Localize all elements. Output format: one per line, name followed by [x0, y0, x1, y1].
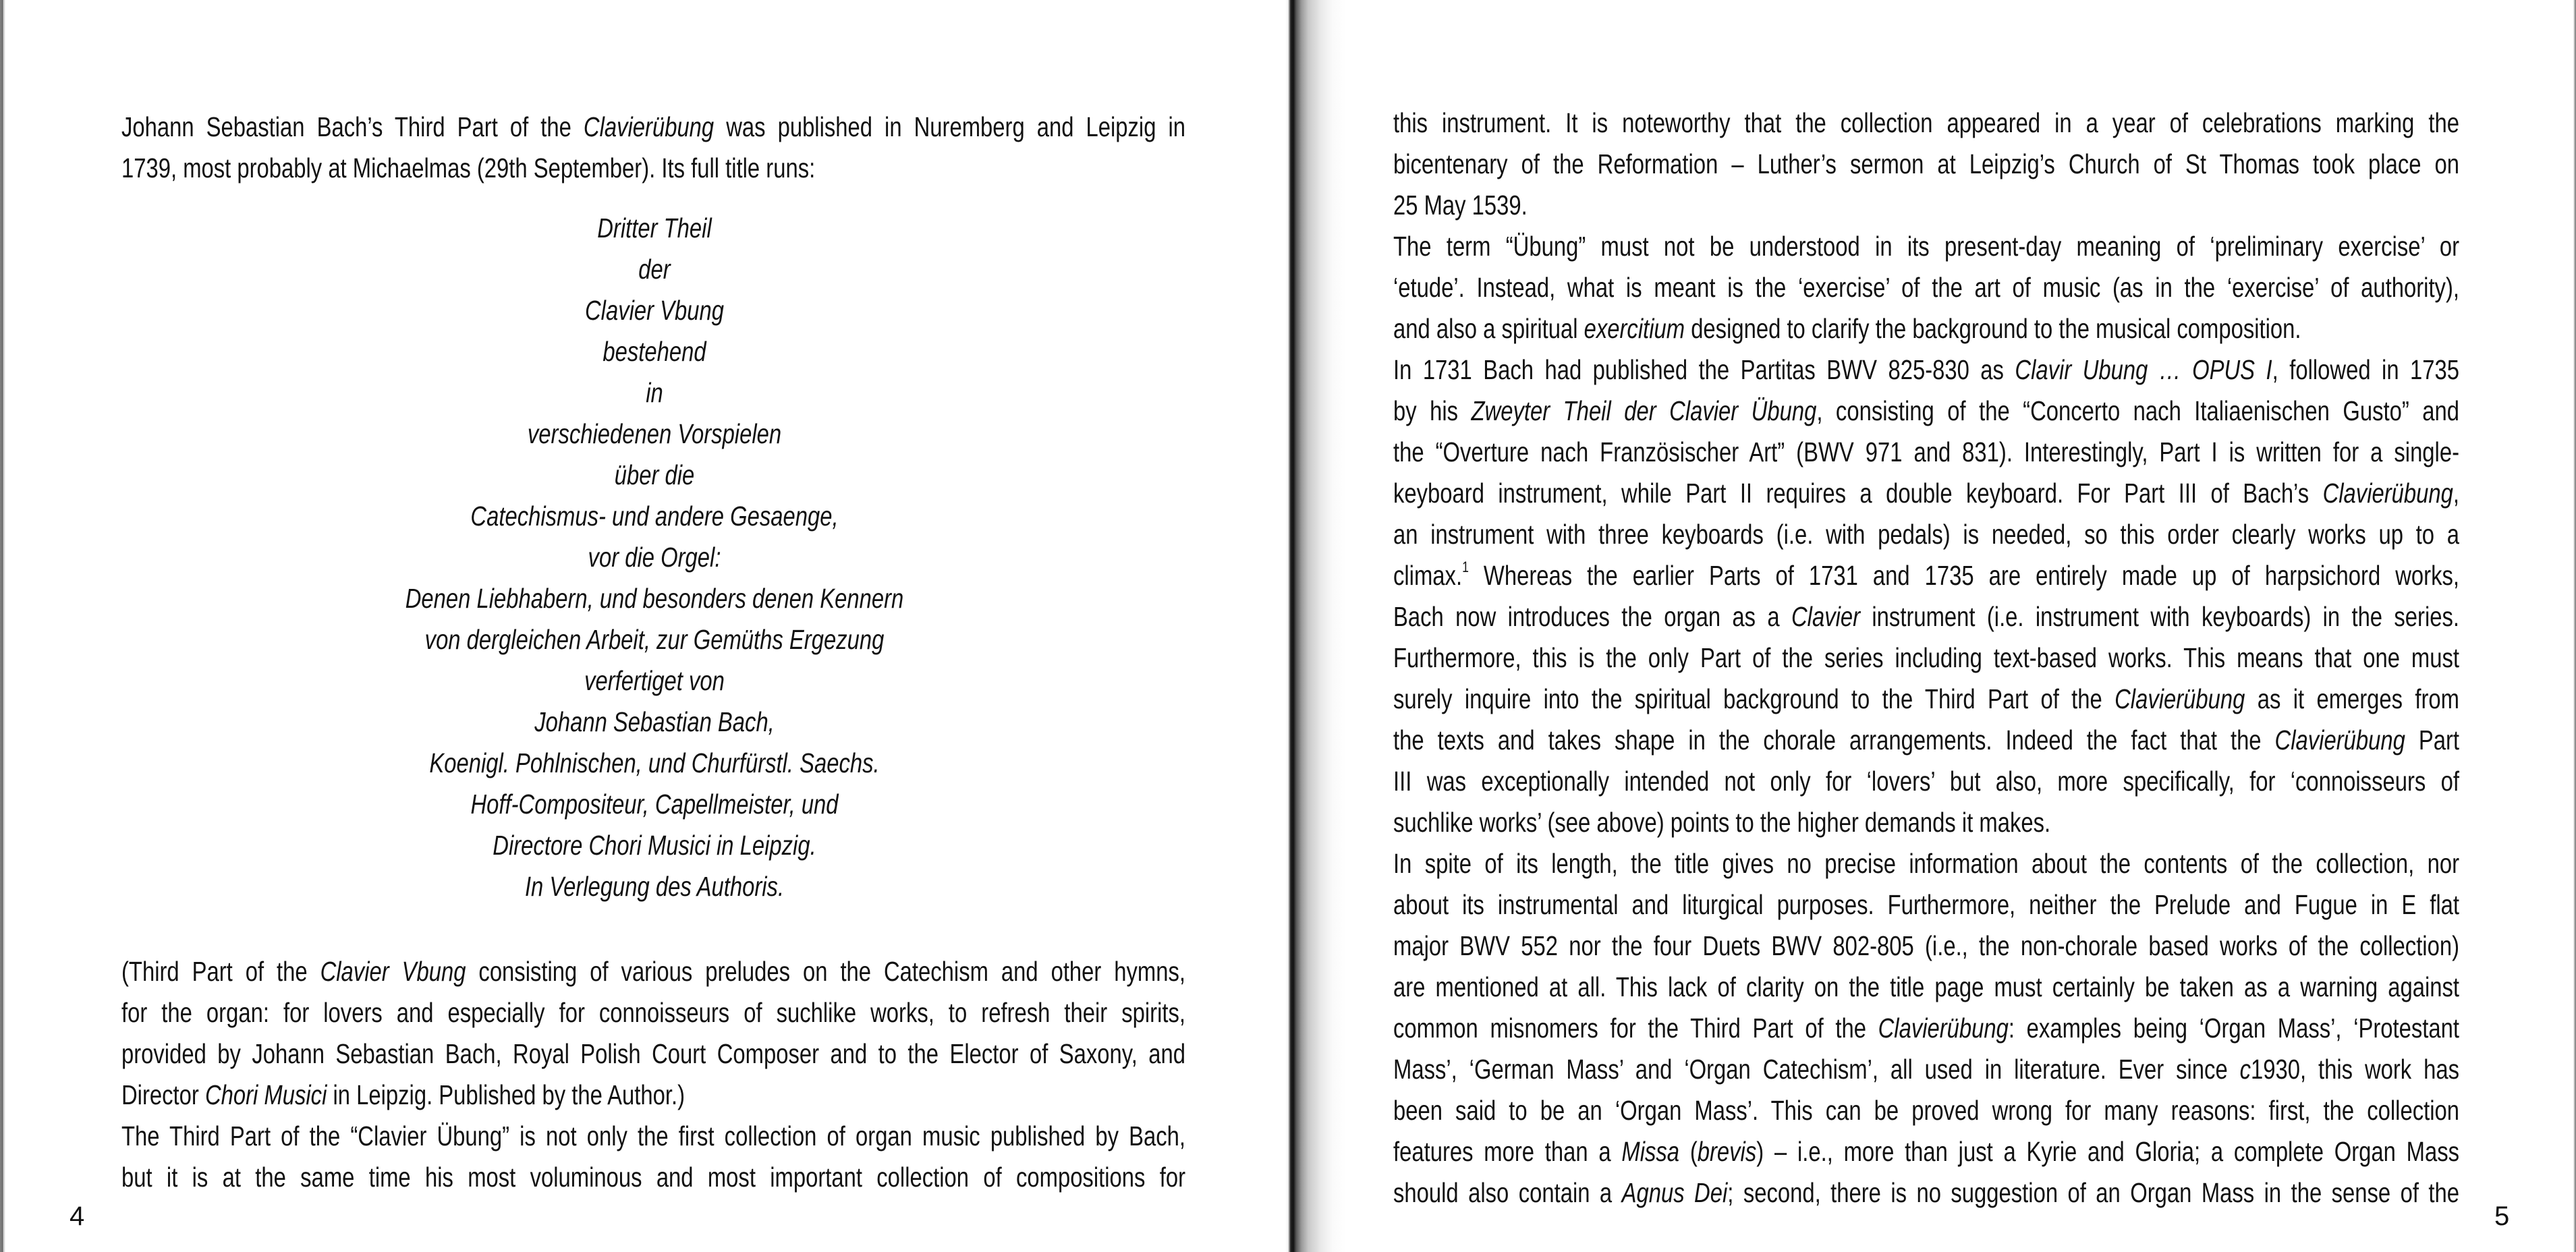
- page-edge-right: [2573, 0, 2576, 1252]
- title-line: verfertiget von: [584, 665, 725, 696]
- text-line: [121, 996, 1185, 1029]
- italic-text: Missa: [1621, 1136, 1680, 1167]
- page-edge-left: [0, 0, 5, 1252]
- italic-text: Chori Musici: [204, 1079, 327, 1110]
- text-run: should also contain a: [1393, 1177, 1622, 1208]
- text-run: designed to clarify the background to the musical composition.: [1685, 313, 2301, 344]
- title-line: bestehend: [603, 336, 706, 367]
- title-line: der: [638, 254, 671, 285]
- text-run: about its instrumental and liturgical purposes. Furthermore, neither the Prelude and Fugue in E flat: [1393, 889, 2459, 920]
- text-line: [1393, 517, 2459, 551]
- text-run: consisting of various preludes on the Catechism and other hymns,: [466, 956, 1186, 987]
- text-line: [1393, 888, 2459, 921]
- text-run: ,: [2453, 478, 2459, 509]
- title-line: Catechismus- und andere Gesaenge,: [470, 501, 839, 532]
- text-run: , followed in 1735: [2272, 354, 2460, 385]
- text-run: ; second, there is no suggestion of an Organ Mass in the sense of the: [1727, 1177, 2460, 1208]
- text-run: The term “Übung” must not be understood in its present-day meaning of ‘preliminary exercise’ or: [1393, 231, 2459, 262]
- text-run: and also a spiritual: [1393, 313, 1584, 344]
- text-line: [1393, 805, 2459, 839]
- text-run: ) – i.e., more than just a Kyrie and Gloria; a complete Organ Mass: [1756, 1136, 2459, 1167]
- text-line: [121, 1119, 1185, 1153]
- title-line: in: [646, 377, 663, 408]
- text-line: [1393, 929, 2459, 963]
- title-line: In Verlegung des Authoris.: [524, 871, 785, 902]
- text-run: are mentioned at all. This lack of clarity on the title page must certainly be taken as a warning against: [1393, 971, 2459, 1002]
- book-spine-gutter: [1285, 0, 1346, 1252]
- text-run: , consisting of the “Concerto nach Italiaenischen Gusto” and: [1816, 395, 2459, 426]
- page-number-right: 5: [2494, 1201, 2510, 1231]
- text-run: in Leipzig. Published by the Author.): [327, 1079, 685, 1110]
- text-run: In 1731 Bach had published the Partitas BWV 825-830 as: [1393, 354, 2015, 385]
- text-run: climax.: [1393, 560, 1463, 591]
- text-line: [1393, 559, 2459, 592]
- text-line: [1393, 641, 2459, 675]
- text-run: The Third Part of the “Clavier Übung” is not only the first collection of organ music published by Bach,: [121, 1120, 1185, 1151]
- title-line: Johann Sebastian Bach,: [534, 706, 775, 737]
- text-line: [1393, 271, 2459, 304]
- text-run: (Third Part of the: [121, 956, 320, 987]
- text-line: [121, 110, 1185, 144]
- italic-text: exercitium: [1584, 313, 1685, 344]
- text-run: major BWV 552 nor the four Duets BWV 802-805 (i.e., the non-chorale based works of the collection): [1393, 930, 2459, 961]
- text-run: Whereas the earlier Parts of 1731 and 1735 are entirely made up of harpsichord works,: [1468, 560, 2459, 591]
- text-run: : examples being ‘Organ Mass’, ‘Protestant: [2008, 1013, 2459, 1044]
- text-run: the “Overture nach Französischer Art” (BWV 971 and 831). Interestingly, Part I is written for a single-: [1393, 436, 2459, 467]
- text-run: for the organ: for lovers and especially for connoisseurs of suchlike works, to refresh their spirits,: [121, 997, 1185, 1028]
- title-line: Dritter Theil: [597, 212, 712, 244]
- text-line: [1393, 1052, 2459, 1086]
- italic-text: Clavierübung: [2322, 478, 2453, 509]
- text-run: keyboard instrument, while Part II requires a double keyboard. For Part III of Bach’s: [1393, 478, 2323, 509]
- text-line: [1393, 147, 2459, 181]
- italic-text: brevis: [1697, 1136, 1757, 1167]
- italic-text: Clavierübung: [2274, 724, 2405, 756]
- footnote-marker: 1: [1462, 559, 1469, 575]
- text-line: [1393, 1135, 2459, 1168]
- text-run: Bach now introduces the organ as a: [1393, 601, 1791, 632]
- title-line: von dergleichen Arbeit, zur Gemüths Ergezung: [424, 624, 885, 655]
- text-run: the texts and takes shape in the chorale arrangements. Indeed the fact that the: [1393, 724, 2275, 756]
- text-line: [1393, 394, 2459, 428]
- italic-text: Clavierübung: [2115, 683, 2245, 714]
- text-run: suchlike works’ (see above) points to the higher demands it makes.: [1393, 807, 2051, 838]
- text-line: [1393, 1011, 2459, 1045]
- italic-text: Clavir Ubung … OPUS I: [2015, 354, 2272, 385]
- text-line: [1393, 600, 2459, 633]
- text-line: [1393, 1093, 2459, 1127]
- text-line: [121, 1037, 1185, 1071]
- text-line: [1393, 229, 2459, 263]
- title-line: Denen Liebhabern, und besonders denen Kennern: [405, 583, 904, 614]
- text-run: been said to be an ‘Organ Mass’. This can be proved wrong for many reasons: first, the collection: [1393, 1095, 2459, 1126]
- text-line: [1393, 435, 2459, 469]
- text-run: Johann Sebastian Bach’s Third Part of the: [121, 111, 584, 142]
- text-run: In spite of its length, the title gives no precise information about the contents of the collection, nor: [1393, 848, 2459, 879]
- text-line: [121, 955, 1185, 988]
- text-line: [1393, 723, 2459, 757]
- text-run: by his: [1393, 395, 1472, 426]
- italic-text: c: [2239, 1054, 2251, 1085]
- italic-text: Agnus Dei: [1621, 1177, 1728, 1208]
- text-run: (: [1679, 1136, 1698, 1167]
- text-run: Part: [2405, 724, 2459, 756]
- text-line: [1393, 847, 2459, 880]
- title-line: Clavier Vbung: [584, 295, 725, 326]
- right-page: [1292, 0, 2576, 1252]
- text-line: [1393, 682, 2459, 716]
- title-line: vor die Orgel:: [588, 542, 721, 573]
- text-run: provided by Johann Sebastian Bach, Royal Polish Court Composer and to the Elector of Saxony, and: [121, 1038, 1185, 1069]
- text-run: an instrument with three keyboards (i.e. with pedals) is needed, so this order clearly works up to a: [1393, 519, 2459, 550]
- text-run: ‘etude’. Instead, what is meant is the ‘exercise’ of the art of music (as in the ‘exercise’ of authority),: [1393, 272, 2459, 303]
- text-run: common misnomers for the Third Part of the: [1393, 1013, 1878, 1044]
- page-number-left: 4: [69, 1201, 85, 1231]
- text-run: bicentenary of the Reformation – Luther’s sermon at Leipzig’s Church of St Thomas took place on: [1393, 148, 2459, 179]
- text-run: instrument (i.e. instrument with keyboards) in the series.: [1860, 601, 2459, 632]
- text-run: III was exceptionally intended not only for ‘lovers’ but also, more specifically, for ‘connoisseurs of: [1393, 766, 2459, 797]
- title-line: Koenigl. Pohlnischen, und Churfürstl. Saechs.: [429, 747, 880, 778]
- text-run: 1930, this work has: [2251, 1054, 2459, 1085]
- text-run: but it is at the same time his most voluminous and most important collection of compositions for: [121, 1162, 1185, 1193]
- text-line: [121, 1160, 1185, 1194]
- text-run: this instrument. It is noteworthy that the collection appeared in a year of celebrations marking the: [1393, 107, 2459, 138]
- italic-text: Zweyter Theil der Clavier Übung: [1471, 395, 1817, 426]
- text-line: [1393, 106, 2459, 140]
- text-run: 25 May 1539.: [1393, 190, 1528, 221]
- italic-text: Clavierübung: [1878, 1013, 2009, 1044]
- text-line: [1393, 312, 2459, 345]
- title-line: Hoff-Compositeur, Capellmeister, und: [470, 789, 839, 820]
- text-run: was published in Nuremberg and Leipzig in: [714, 111, 1186, 142]
- text-run: surely inquire into the spiritual background to the Third Part of the: [1393, 683, 2115, 714]
- text-run: Director: [121, 1079, 205, 1110]
- text-line: [1393, 1176, 2459, 1210]
- title-line: Directore Chori Musici in Leipzig.: [493, 830, 816, 861]
- text-run: features more than a: [1393, 1136, 1622, 1167]
- text-line: [1393, 764, 2459, 798]
- title-line: verschiedenen Vorspielen: [527, 418, 782, 449]
- italic-text: Clavier: [1791, 601, 1861, 632]
- text-run: as it emerges from: [2245, 683, 2459, 714]
- text-line: [1393, 476, 2459, 510]
- text-line: [1393, 353, 2459, 387]
- title-line: über die: [614, 459, 695, 490]
- text-line: [121, 1078, 1185, 1112]
- text-line: [1393, 188, 2459, 222]
- italic-text: Clavierübung: [583, 111, 715, 142]
- text-run: Furthermore, this is the only Part of the series including text-based works. This means that one must: [1393, 642, 2459, 673]
- text-line: [1393, 970, 2459, 1004]
- italic-text: Clavier Vbung: [320, 956, 466, 987]
- text-run: 1739, most probably at Michaelmas (29th September). Its full title runs:: [121, 152, 816, 183]
- text-line: [121, 151, 1185, 185]
- text-run: Mass’, ‘German Mass’ and ‘Organ Catechism’, all used in literature. Ever since: [1393, 1054, 2240, 1085]
